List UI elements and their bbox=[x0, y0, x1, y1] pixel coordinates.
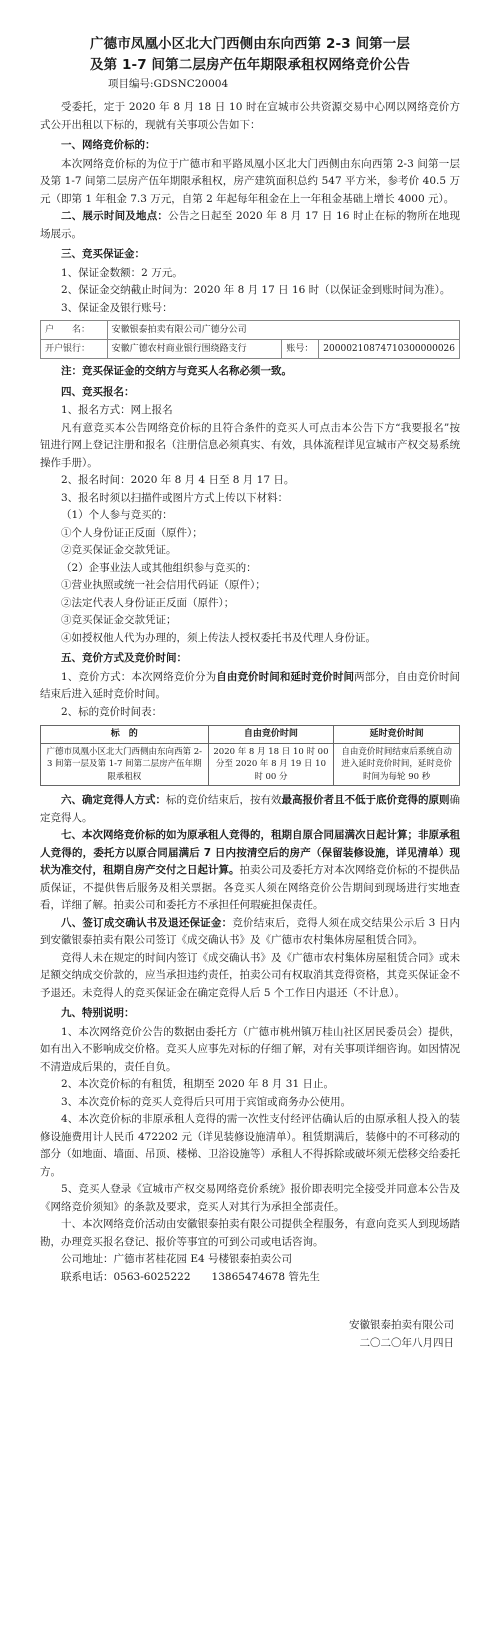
section-10: 十、本次网络竞价活动由安徽银泰拍卖有限公司提供全程服务，有意向竞买人到现场踏勘，办理竞买报名登记、报价等事宜的可到公司或电话咨询。 bbox=[40, 1218, 460, 1248]
enterprise-item-3: ③竞买保证金交款凭证； bbox=[61, 614, 177, 626]
section-6-post: 确定竞得人。 bbox=[40, 794, 460, 824]
header-delay-time: 延时竞价时间 bbox=[334, 726, 460, 744]
bidding-schedule-header-row bbox=[41, 726, 460, 744]
section-8-body: 竞价结束后，竞得人须在成交结果公示后 3 日内到安徽银泰拍卖有限公司签订《成交确认书》及《广德市农村集体房屋租赁合同》。 bbox=[40, 916, 461, 946]
signature-block bbox=[40, 1316, 460, 1352]
notice-title bbox=[40, 34, 460, 76]
section-1-body: 本次网络竞价标的为位于广德市和平路凤凰小区北大门西侧由东向西第 2-3 间第一层及第 1-7 间第二层房产伍年期限承租权，房产建筑面积总约 547 平方米，参考价 40.5 万元（即第 1 年租金 7.3 万元，自第 2 年起每年租金在上一年租金基础上增长 4000 元）。 bbox=[40, 157, 460, 205]
account-no-label: 账号： bbox=[282, 340, 319, 359]
section-2-body: 公告之日起至 2020 年 8 月 17 日 16 时止在标的物所在地现场展示。 bbox=[40, 210, 461, 240]
registration-method-body: 凡有意竞买本公告网络竞价标的且符合条件的竞买人可点击本公告下方“我要报名”按钮进行网上登记注册和报名（注册信息必须真实、有效，具体流程详见宣城市产权交易系统操作手册）。 bbox=[40, 421, 460, 469]
cell-delay-time: 自由竞价时间结束后系统自动进入延时竞价时间，延时竞价时间为每轮 90 秒 bbox=[334, 743, 460, 786]
special-note-4: 4、本次竞价标的非原承租人竞得的需一次性支付经评估确认后的由原承租人投入的装修设施费用计人民币 472202 元（详见装修设施清单）。租赁期满后，装修中的不可移动的部分（如地面、墙面、吊顶、楼梯、卫浴设施等）承租人不得拆除或破坏须无偿移交给委托方。 bbox=[40, 1113, 460, 1178]
cell-item: 广德市凤凰小区北大门西侧由东向西第 2-3 间第一层及第 1-7 间第二层房产伍年期限承租权 bbox=[41, 743, 209, 786]
account-bank-row bbox=[41, 340, 460, 359]
project-number: 项目编号:GDSNC20004 bbox=[108, 78, 229, 90]
special-note-3: 3、本次竞价标的竞买人竞得后只可用于宾馆或商务办公使用。 bbox=[61, 1095, 352, 1108]
header-free-time: 自由竞价时间 bbox=[208, 726, 334, 744]
signature-date: 二〇二〇年八月四日 bbox=[359, 1337, 454, 1349]
section-7 bbox=[40, 827, 460, 915]
enterprise-item-4: ④如授权他人代为办理的，须上传法人授权委托书及代理人身份证。 bbox=[61, 631, 376, 644]
section-8-title: 八、签订成交确认书及退还保证金： bbox=[61, 916, 233, 929]
title-line-2: 及第 1-7 间第二层房产伍年期限承租权网络竞价公告 bbox=[90, 57, 410, 73]
individual-heading: （1）个人参与竞买的： bbox=[61, 509, 173, 521]
deposit-account-heading: 3、保证金及银行账号： bbox=[61, 301, 173, 314]
special-note-2: 2、本次竞价标的有租赁，租期至 2020 年 8 月 31 日止。 bbox=[61, 1078, 334, 1090]
section-8-body-2: 竞得人未在规定的时间内签订《成交确认书》及《广德市农村集体房屋租赁合同》或未足额交纳成交价款的，应当承担违约责任，拍卖公司有权取消其竞得资格，其竞买保证金不予退还。未竞得人的竞买保证金在确定竞得人后 5 个工作日内退还（不计息）。 bbox=[40, 951, 460, 999]
company-phone: 联系电话：0563-6025222 13865474678 管先生 bbox=[61, 1270, 320, 1283]
section-1-title: 一、网络竞价标的： bbox=[61, 139, 156, 151]
account-name-row bbox=[41, 321, 460, 340]
individual-item-1: ①个人身份证正反面（原件）； bbox=[61, 526, 203, 539]
section-2-title: 二、展示时间及地点： bbox=[61, 210, 169, 222]
section-9-title: 九、特别说明： bbox=[61, 1007, 135, 1019]
deposit-note: 注：竞买保证金的交纳方与竞买人名称必须一致。 bbox=[61, 365, 292, 377]
section-4-title: 四、竞买报名： bbox=[61, 385, 135, 398]
bidding-method bbox=[40, 669, 460, 704]
account-no-value: 20000210874710300000026 bbox=[319, 340, 460, 359]
bidding-schedule-heading: 2、标的竞价时间表： bbox=[61, 705, 163, 718]
bidding-method-pre: 1、竞价方式：本次网络竞价分为 bbox=[61, 670, 217, 683]
registration-method: 1、报名方式：网上报名 bbox=[61, 404, 173, 416]
title-line-1: 广德市凤凰小区北大门西侧由东向西第 2-3 间第一层 bbox=[90, 36, 410, 52]
bidding-method-bold: 自由竞价时间和延时竞价时间 bbox=[216, 670, 355, 683]
bank-account-table bbox=[40, 320, 460, 359]
bank-value: 安徽广德农村商业银行围绕路支行 bbox=[107, 340, 282, 359]
section-6-title: 六、确定竞得人方式： bbox=[61, 794, 166, 806]
section-6-pre: 标的竞价结束后，按有效 bbox=[166, 794, 282, 806]
section-7-bold: 七、本次网络竞价标的如为原承租人竞得的，租期自原合同届满次日起计算；非原承租人竞得的，委托方以原合同届满后 7 日内按清空后的房产（保留装修设施，详见清单）现状为准交付，租期自房产交付之日起计算。 bbox=[40, 829, 460, 876]
cell-free-time: 2020 年 8 月 18 日 10 时 00 分至 2020 年 8 月 19 日 10 时 00 分 bbox=[208, 743, 334, 786]
header-item: 标 的 bbox=[41, 726, 209, 744]
section-6 bbox=[40, 792, 460, 827]
special-note-1: 1、本次网络竞价公告的数据由委托方（广德市桃州镇万桂山社区居民委员会）提供，如有出入不影响成交价格。竞买人应事先对标的仔细了解，对有关事项详细咨询。如因情况不清造成后果的，责任自负。 bbox=[40, 1025, 460, 1073]
enterprise-item-1: ①营业执照或统一社会信用代码证（原件）； bbox=[61, 579, 266, 591]
section-5-title: 五、竞价方式及竞价时间： bbox=[61, 652, 187, 664]
enterprise-heading: （2）企事业法人或其他组织参与竞买的： bbox=[61, 561, 257, 574]
individual-item-2: ②竞买保证金交款凭证。 bbox=[61, 544, 177, 556]
section-6-bold: 最高报价者且不低于底价竞得的原则 bbox=[281, 794, 450, 806]
bidding-method-post: 两部分，自由竞价时间结束后进入延时竞价时间。 bbox=[40, 670, 461, 700]
account-name-value: 安徽银泰拍卖有限公司广德分公司 bbox=[107, 321, 459, 340]
account-name-label: 户 名： bbox=[41, 321, 108, 340]
bank-label: 开户银行： bbox=[41, 340, 108, 359]
registration-time: 2、报名时间：2020 年 8 月 4 日至 8 月 17 日。 bbox=[61, 474, 295, 486]
registration-materials: 3、报名时须以扫描件或图片方式上传以下材料： bbox=[61, 491, 289, 504]
section-3-title: 三、竞买保证金： bbox=[61, 248, 145, 260]
deposit-deadline: 2、保证金交纳截止时间为：2020 年 8 月 17 日 16 时（以保证金到账时间为准）。 bbox=[61, 284, 451, 296]
section-7-body: 拍卖公司及委托方对本次网络竞价标的不提供品质保证，不提供售后服务及相关票据。各竞买人须在网络竞价公告期间到现场进行实地查看，详细了解。拍卖公司和委托方不承担任何瑕疵担保责任。 bbox=[40, 864, 460, 911]
bidding-schedule-table bbox=[40, 725, 460, 786]
deposit-amount: 1、保证金数额：2 万元。 bbox=[61, 266, 183, 279]
bidding-schedule-row bbox=[41, 743, 460, 786]
section-8 bbox=[40, 915, 460, 950]
signature-company: 安徽银泰拍卖有限公司 bbox=[349, 1319, 454, 1331]
section-2 bbox=[40, 208, 460, 243]
enterprise-item-2: ②法定代表人身份证正反面（原件）； bbox=[61, 596, 235, 609]
company-address: 公司地址：广德市茗桂花园 E4 号楼银泰拍卖公司 bbox=[61, 1253, 293, 1265]
special-note-5: 5、竞买人登录《宣城市产权交易网络竞价系统》报价即表明完全接受并同意本公告及《网络竞价须知》的条款及要求，竞买人对其行为承担全部责任。 bbox=[40, 1183, 460, 1213]
intro-paragraph: 受委托，定于 2020 年 8 月 18 日 10 时在宣城市公共资源交易中心网以网络竞价方式公开出租以下标的，现就有关事项公告如下： bbox=[40, 101, 460, 131]
